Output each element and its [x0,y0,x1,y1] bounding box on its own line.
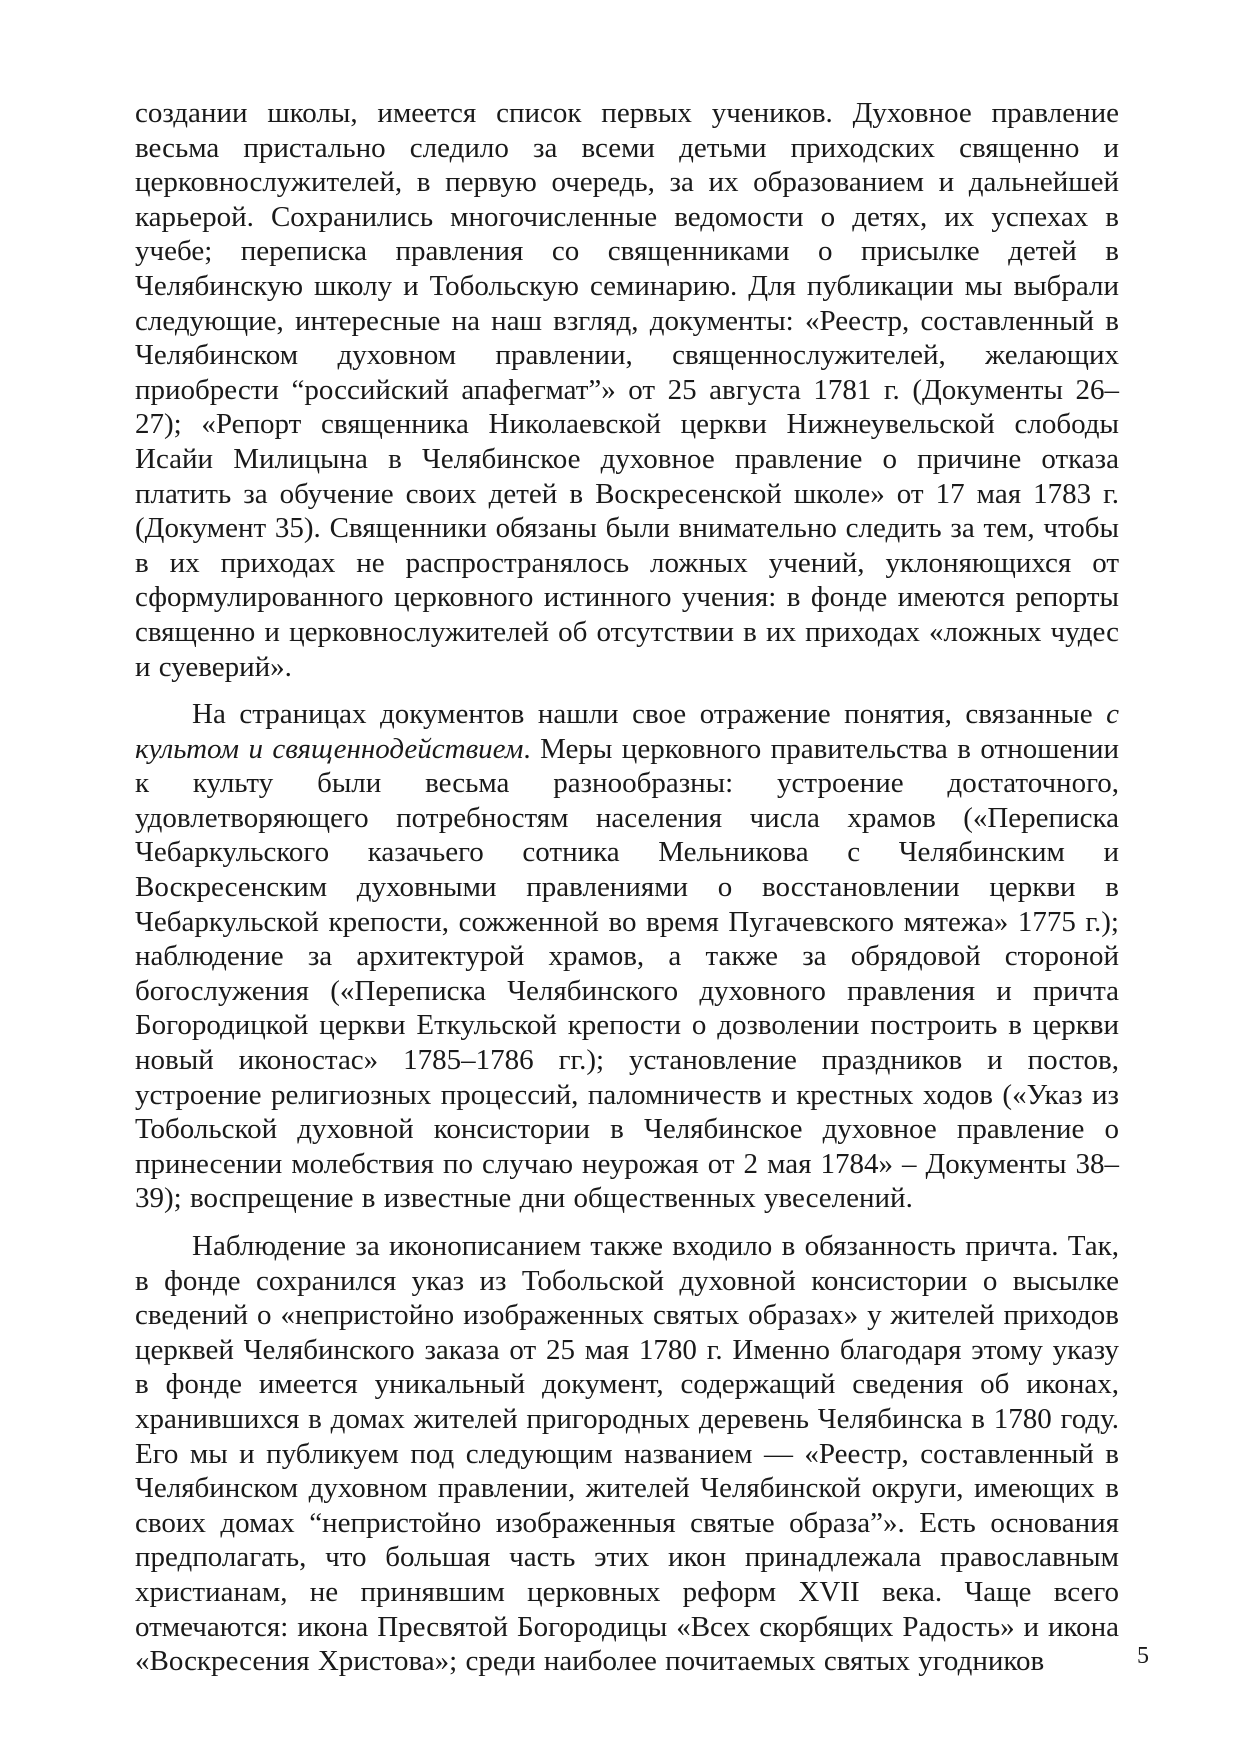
paragraph-cult-italic-phrase: с культом и священнодействием [135,698,1119,765]
paragraph-icons: Наблюдение за иконописанием также входило в обязанность причта. Так, в фонде сохранился указ из Тобольской духовной консистории о высылке сведений о «непристойно изображенных святых образах» у жителей приходов церквей Челябинского заказа от 25 мая 1780 г. Именно благодаря этому указу в фонде имеется уникальный документ, содержащий сведения об иконах, хранившихся в домах жителей пригородных деревень Челябинска в 1780 году. Его мы и публикуем под следующим названием — «Реестр, составленный в Челябинском духовном правлении, жителей Челябинской округи, имеющих в своих домах “непристойно изображенныя святые образа”». Есть основания предполагать, что большая часть этих икон принадлежала православным христианам, не принявшим церковных реформ XVII века. Чаще всего отмечаются: икона Пресвятой Богородицы «Всех скорбящих Радость» и икона «Воскресения Христова»; среди наиболее почитаемых святых угодников [135,1230,1119,1678]
page-number: 5 [1137,1643,1149,1669]
text-block [135,96,1119,1692]
paragraph-cult-rest: . Меры церковного правительства в отношении к культу были весьма разнообразны: устроение достаточного, удовлетворяющего потребностям населения числа храмов («Переписка Чебаркульского казачьего сотника Мельникова с Челябинским и Воскресенским духовными правлениями о восстановлении церкви в Чебаркульской крепости, сожженной во время Пугачевского мятежа» 1775 г.); наблюдение за архитектурой храмов, а также за обрядовой стороной богослужения («Переписка Челябинского духовного правления и причта Богородицкой церкви Еткульской крепости о дозволении построить в церкви новый иконостас» 1785–1786 гг.); установление праздников и постов, устроение религиозных процессий, паломничеств и крестных ходов («Указ из Тобольской духовной консистории в Челябинское духовное правление о принесении молебствия по случаю неурожая от 2 мая 1784» – Документы 38–39); воспрещение в известные дни общественных увеселений. [135,732,1119,1215]
paragraph-cult-lead: На страницах документов нашли свое отражение понятия, связанные [192,698,1107,731]
paragraph-cult [135,697,1119,1216]
paragraph-continuation: создании школы, имеется список первых учеников. Духовное правление весьма пристально следило за всеми детьми приходских священно и церковнослужителей, в первую очередь, за их образованием и дальнейшей карьерой. Сохранились многочисленные ведомости о детях, их успехах в учебе; переписка правления со священниками о присылке детей в Челябинскую школу и Тобольскую семинарию. Для публикации мы выбрали следующие, интересные на наш взгляд, документы: «Реестр, составленный в Челябинском духовном правлении, священнослужителей, желающих приобрести “российский апафегмат”» от 25 августа 1781 г. (Документы 26–27); «Репорт священника Николаевской церкви Нижнеувельской слободы Исайи Милицына в Челябинское духовное правление о причине отказа платить за обучение своих детей в Воскресенской школе» от 17 мая 1783 г. (Документ 35). Священники обязаны были внимательно следить за тем, чтобы в их приходах не распространялось ложных учений, уклоняющихся от сформулированного церковного истинного учения: в фонде имеются репорты священно и церковнослужителей об отсутствии в их приходах «ложных чудес и суеверий». [135,97,1119,683]
